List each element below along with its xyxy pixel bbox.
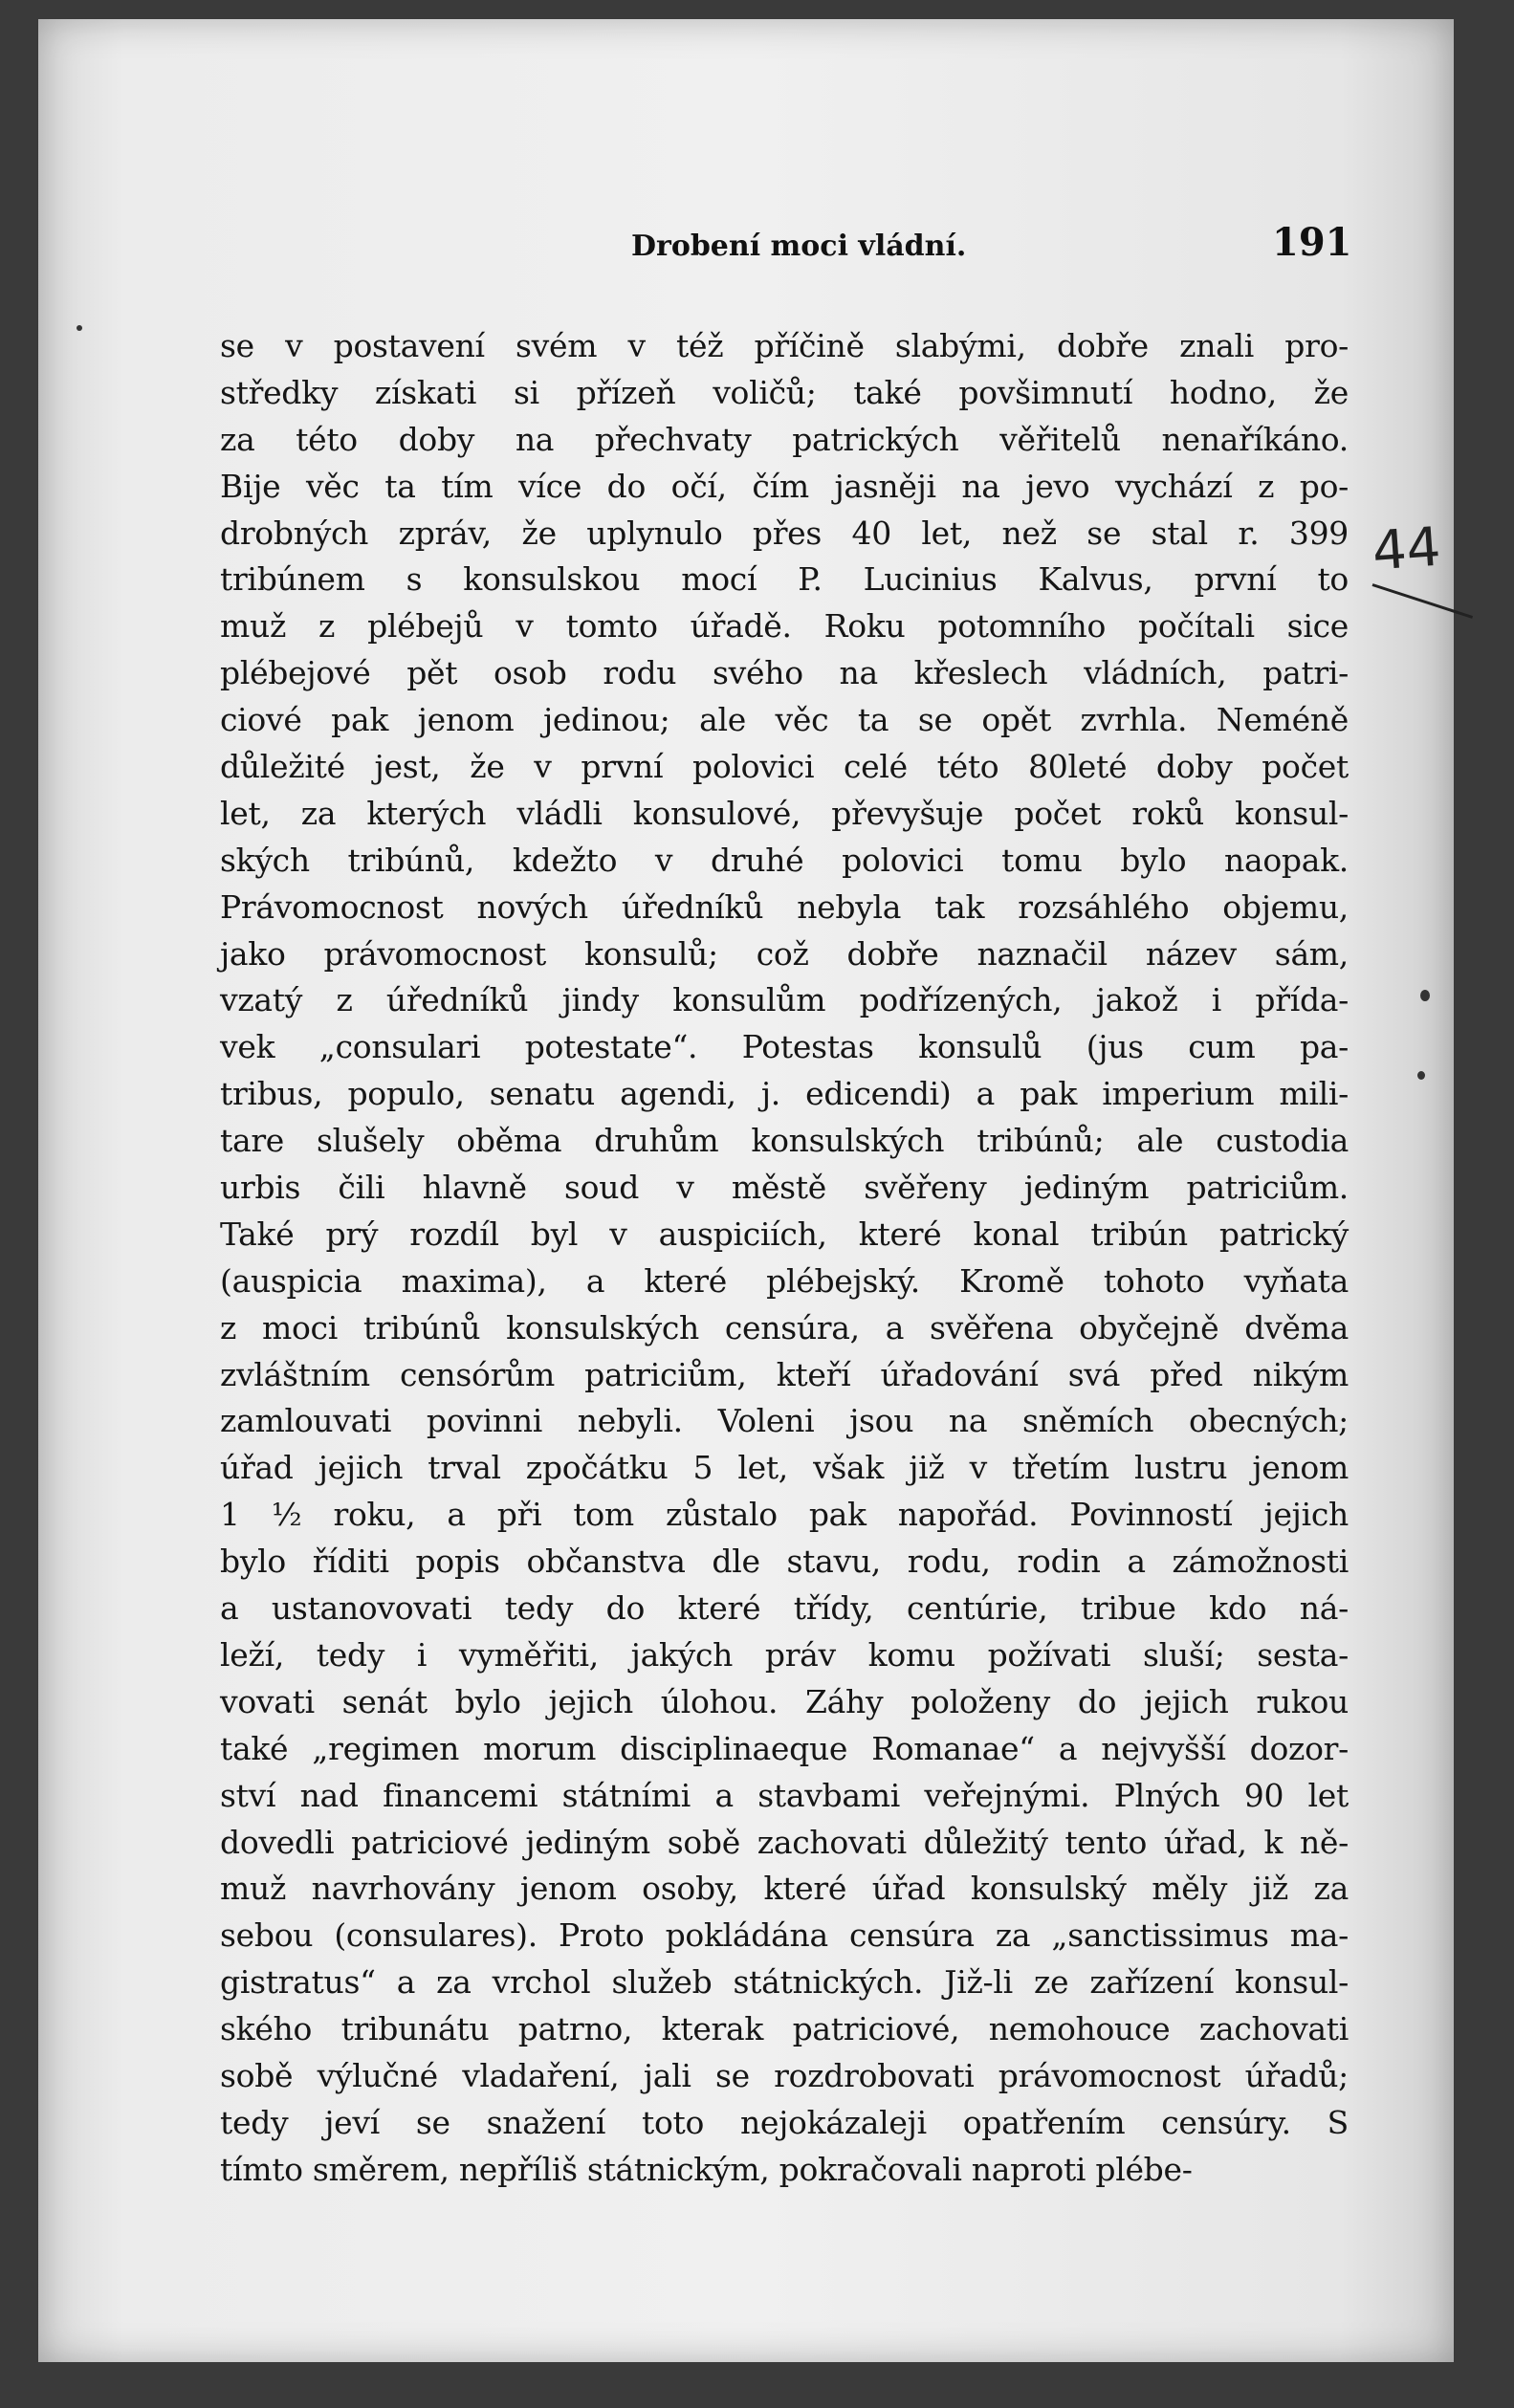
text-line: ství nad financemi státními a stavbami veřejnými. Plných 90 let bbox=[220, 1776, 1349, 1814]
text-line: se v postavení svém v též příčině slabými, dobře znali pro- bbox=[220, 327, 1349, 364]
text-line: vovati senát bylo jejich úlohou. Záhy položeny do jejich rukou bbox=[220, 1682, 1349, 1720]
text-line: vzatý z úředníků jindy konsulům podřízených, jakož i přída- bbox=[220, 981, 1349, 1019]
scan-speck bbox=[1417, 1071, 1425, 1080]
text-line: 1 ½ roku, a při tom zůstalo pak napořád. Povinností jejich bbox=[220, 1496, 1349, 1534]
text-line: vek „consulari potestate“. Potestas konsulů (jus cum pa- bbox=[220, 1028, 1349, 1066]
text-line: tribúnem s konsulskou mocí P. Lucinius Kalvus, první to bbox=[220, 560, 1349, 599]
text-line: za této doby na přechvaty patrických věřitelů nenaříkáno. bbox=[220, 420, 1349, 458]
body-text bbox=[220, 323, 1349, 2194]
book-page bbox=[38, 19, 1454, 2362]
text-line: a ustanovovati tedy do které třídy, centúrie, tribue kdo ná- bbox=[220, 1589, 1349, 1628]
text-line: let, za kterých vládli konsulové, převyšuje počet roků konsul- bbox=[220, 794, 1349, 832]
scan-speck bbox=[1420, 990, 1430, 1001]
handwritten-margin-note: 44 bbox=[1370, 515, 1443, 583]
text-line: tímto směrem, nepříliš státnickým, pokračovali naproti plébe- bbox=[220, 2150, 1193, 2188]
text-line: úřad jejich trval zpočátku 5 let, však již v třetím lustru jenom bbox=[220, 1449, 1349, 1487]
scan-speck bbox=[77, 325, 82, 331]
text-line: jako právomocnost konsulů; což dobře naznačil název sám, bbox=[220, 934, 1349, 973]
text-line: ského tribunátu patrno, kterak patriciové, nemohouce zachovati bbox=[220, 2010, 1349, 2048]
text-line: z moci tribúnů konsulských censúra, a svěřena obyčejně dvěma bbox=[220, 1308, 1349, 1346]
text-line: sobě výlučné vladaření, jali se rozdrobovati právomocnost úřadů; bbox=[220, 2056, 1349, 2094]
text-line: gistratus“ a za vrchol služeb státnických. Již-li ze zařízení konsul- bbox=[220, 1963, 1349, 2002]
text-line: sebou (consulares). Proto pokládána censúra za „sanctissimus ma- bbox=[220, 1916, 1349, 1955]
text-line: (auspicia maxima), a které plébejský. Kromě tohoto vyňata bbox=[220, 1261, 1349, 1300]
text-line: středky získati si přízeň voličů; také povšimnutí hodno, že bbox=[220, 373, 1349, 411]
text-line: také „regimen morum disciplinaeque Romanae“ a nejvyšší dozor- bbox=[220, 1729, 1349, 1767]
text-line: ciové pak jenom jedinou; ale věc ta se opět zvrhla. Neméně bbox=[220, 701, 1349, 739]
text-line: Právomocnost nových úředníků nebyla tak rozsáhlého objemu, bbox=[220, 887, 1349, 926]
running-header: Drobení moci vládní. bbox=[631, 230, 967, 263]
text-line: Také prý rozdíl byl v auspiciích, které konal tribún patrický bbox=[220, 1215, 1349, 1253]
text-line: bylo říditi popis občanstva dle stavu, rodu, rodin a zámožnosti bbox=[220, 1543, 1349, 1581]
text-line: ských tribúnů, kdežto v druhé polovici tomu bylo naopak. bbox=[220, 841, 1349, 879]
text-line: drobných zpráv, že uplynulo přes 40 let, než se stal r. 399 bbox=[220, 514, 1349, 552]
text-line: plébejové pět osob rodu svého na křeslech vládních, patri- bbox=[220, 654, 1349, 692]
text-line: zamlouvati povinni nebyli. Voleni jsou na sněmích obecných; bbox=[220, 1402, 1349, 1440]
text-line: důležité jest, že v první polovici celé této 80leté doby počet bbox=[220, 748, 1349, 786]
text-line: muž z plébejů v tomto úřadě. Roku potomního počítali sice bbox=[220, 607, 1349, 646]
text-line: muž navrhovány jenom osoby, které úřad konsulský měly již za bbox=[220, 1870, 1349, 1908]
handwritten-stroke bbox=[1372, 583, 1474, 619]
text-line: Bije věc ta tím více do očí, čím jasněji na jevo vychází z po- bbox=[220, 467, 1349, 505]
text-line: urbis čili hlavně soud v městě svěřeny jediným patriciům. bbox=[220, 1169, 1349, 1207]
page-number: 191 bbox=[1272, 220, 1352, 265]
text-line: tare slušely oběma druhům konsulských tribúnů; ale custodia bbox=[220, 1122, 1349, 1160]
text-line: tribus, populo, senatu agendi, j. edicendi) a pak imperium mili- bbox=[220, 1075, 1349, 1113]
text-line: tedy jeví se snažení toto nejokázaleji opatřením censúry. S bbox=[220, 2103, 1349, 2141]
text-line: dovedli patriciové jediným sobě zachovati důležitý tento úřad, k ně- bbox=[220, 1823, 1349, 1861]
text-line: zvláštním censórům patriciům, kteří úřadování svá před nikým bbox=[220, 1355, 1349, 1393]
text-line: leží, tedy i vyměřiti, jakých práv komu požívati sluší; sesta- bbox=[220, 1635, 1349, 1674]
